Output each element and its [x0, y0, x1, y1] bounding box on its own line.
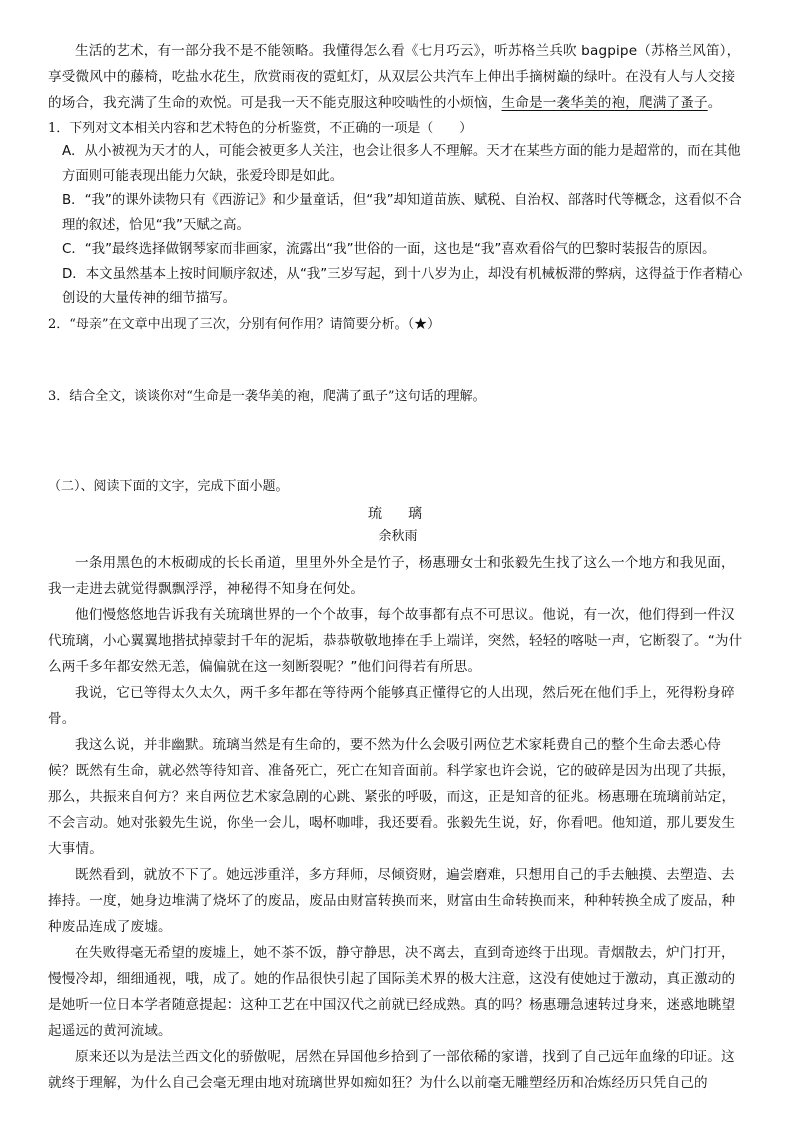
article-paragraph: 他们慢悠悠地告诉我有关琉璃世界的一个个故事，每个故事都有点不可思议。他说，有一次，他们得到一件汉代琉璃，小心翼翼地揩拭掉蒙封千年的泥垢，恭恭敬敬地捧在手上端详，突然，轻轻的喀哒一声，它断裂了。“为什么两千多年都安然无恙，偏偏就在这一刻断裂呢？”他们问得若有所思。 — [48, 606, 743, 675]
option-d: D．本文虽然基本上按时间顺序叙述，从“我”三岁写起，到十八岁为止，却没有机械板滞的弊病，这得益于作者精心创设的大量传神的细节描写。 — [62, 266, 743, 306]
question-3-stem: 3．结合全文，谈谈你对“生命是一袭华美的袍，爬满了虱子”这句话的理解。 — [48, 388, 486, 404]
question-1-stem: 1．下列对文本相关内容和艺术特色的分析鉴赏，不正确的一项是（ ） — [48, 121, 473, 136]
article-paragraph: 一条用黑色的木板砌成的长长甬道，里里外外全是竹子，杨惠珊女士和张毅先生找了这么一个地方和我见面，我一走进去就觉得飘飘浮浮，神秘得不知身在何处。 — [48, 554, 735, 597]
option-b: B．“我”的课外读物只有《西游记》和少量童话，但“我”却知道苗族、赋税、自治权、部落时代等概念，这看似不合理的叙述，恰见“我”天赋之高。 — [62, 193, 742, 233]
option-a: A．从小被视为天才的人，可能会被更多人关注，也会让很多人不理解。天才在某些方面的能力是超常的，而在其他方面则可能表现出能力欠缺，张爱玲即是如此。 — [62, 144, 741, 184]
article-paragraph: 原来还以为是法兰西文化的骄傲呢，居然在异国他乡拾到了一部依稀的家谱，找到了自己远年血缘的印证。这就终于理解，为什么自己会毫无理由地对琉璃世界如痴如狂？为什么以前毫无雕塑经历和冶炼经历只凭自己的 — [48, 1048, 735, 1091]
passage-text: 生活的艺术，有一部分我不是不能领略。我懂得怎么看《七月巧云》，听苏格兰兵吹 bagpipe（苏格兰风笛），享受微风中的藤椅，吃盐水花生，欣赏雨夜的霓虹灯，从双层公共汽车上伸出手摘树巅的绿叶。在没有人与人交接的场合，我充满了生命的欢悦。可是我一天不能克服这种咬啮性的小烦恼， — [48, 43, 741, 111]
passage-text-end: 。 — [707, 95, 722, 111]
section-heading: （二）、阅读下面的文字，完成下面小题。 — [48, 478, 289, 494]
question-2-stem: 2．“母亲”在文章中出现了三次，分别有何作用？请简要分析。（★） — [48, 316, 441, 332]
question-1 — [48, 118, 748, 312]
article-title: 琉 璃 — [368, 505, 428, 522]
document-page — [48, 38, 748, 1096]
article-paragraph: 我这么说，并非幽默。琉璃当然是有生命的，要不然为什么会吸引两位艺术家耗费自己的整个生命去悉心侍候？既然有生命，就必然等待知音、准备死亡，死亡在知音面前。科学家也许会说，它的破碎是因为出现了共振，那么，共振来自何方？来自两位艺术家急剧的心跳、紧张的呼吸，而这，正是知音的征兆。杨惠珊在琉璃前站定，不会言动。她对张毅先生说，你坐一会儿，喝杯咖啡，我还要看。张毅先生说，好，你看吧。他知道，那儿要发生大事情。 — [48, 736, 736, 857]
article-paragraph: 我说，它已等得太久太久，两千多年都在等待两个能够真正懂得它的人出现，然后死在他们手上，死得粉身碎骨。 — [48, 684, 735, 727]
underlined-quote: 生命是一袭华美的袍，爬满了蚤子 — [501, 95, 708, 111]
article-paragraph: 既然看到，就放不下了。她远涉重洋，多方拜师，尽倾资财，遍尝磨难，只想用自己的手去触摸、去塑造、去捧持。一度，她身边堆满了烧坏了的废品，废品由财富转换而来，财富由生命转换而来，种种转换全成了废品，种种废品连成了废墟。 — [48, 866, 736, 935]
article-body — [48, 550, 748, 1096]
option-c: C．“我”最终选择做钢琴家而非画家，流露出“我”世俗的一面，这也是“我”喜欢看俗气的巴黎时装报告的原因。 — [62, 242, 716, 257]
article-author: 余秋雨 — [378, 528, 418, 544]
passage-paragraph — [48, 38, 748, 116]
article-paragraph: 在失败得毫无希望的废墟上，她不茶不饭，静守静思，决不离去，直到奇迹终于出现。青烟散去，炉门打开，慢慢冷却，细细通视，哦，成了。她的作品很快引起了国际美术界的极大注意，这没有使她过于激动，真正激动的是她听一位日本学者随意提起：这种工艺在中国汉代之前就已经成熟。真的吗？杨惠珊急速转过身来，迷惑地眺望起遥远的黄河流域。 — [48, 944, 736, 1039]
